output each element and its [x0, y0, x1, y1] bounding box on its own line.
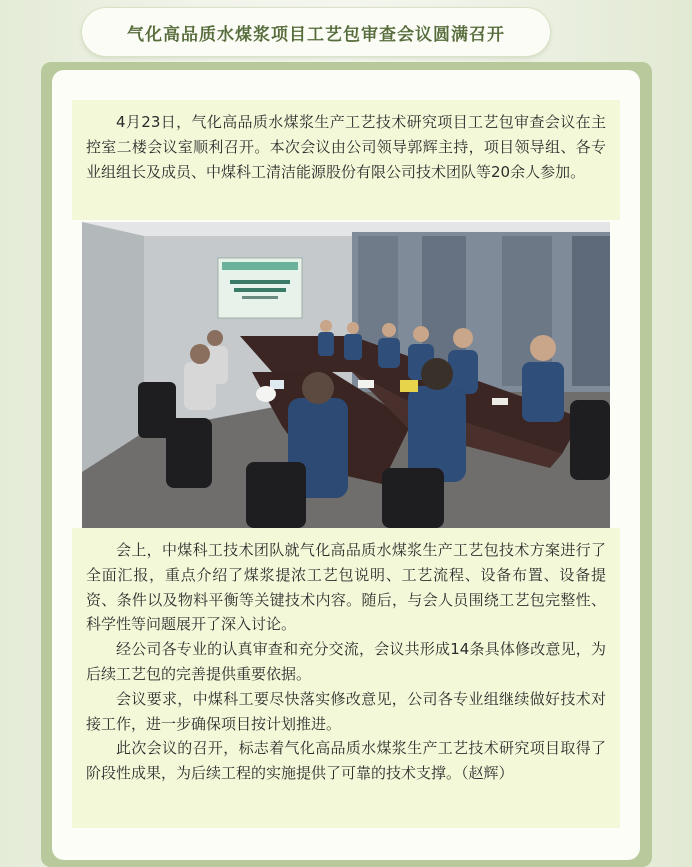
intro-text-panel — [72, 100, 620, 220]
paragraph-review: 经公司各专业的认真审查和充分交流，会议共形成14条具体修改意见，为后续工艺包的完善提供重要依据。 — [86, 640, 606, 683]
paragraph-conclusion: 此次会议的召开，标志着气化高品质水煤浆生产工艺技术研究项目取得了阶段性成果，为后续工程的实施提供了可靠的技术支撑。（赵辉） — [86, 739, 606, 783]
meeting-photo — [82, 222, 610, 528]
body-text-panel — [72, 528, 620, 828]
paragraph-report: 会上，中煤科工技术团队就气化高品质水煤浆生产工艺包技术方案进行了全面汇报，重点介绍了煤浆提浓工艺包说明、工艺流程、设备布置、设备提资、条件以及物料平衡等关键技术内容。随后，与会人员围绕工艺包完整性、科学性等问题展开了深入讨论。 — [86, 541, 606, 634]
paragraph-intro: 4月23日，气化高品质水煤浆生产工艺技术研究项目工艺包审查会议在主控室二楼会议室顺利召开。本次会议由公司领导郭辉主持，项目领导组、各专业组组长及成员、中煤科工清洁能源股份有限公司技术团队等20余人参加。 — [86, 113, 606, 181]
paragraph-requirements: 会议要求，中煤科工要尽快落实修改意见，公司各专业组继续做好技术对接工作，进一步确保项目按计划推进。 — [86, 689, 606, 733]
article-title-banner — [82, 8, 550, 56]
article-title: 气化高品质水煤浆项目工艺包审查会议圆满召开 — [127, 24, 505, 45]
